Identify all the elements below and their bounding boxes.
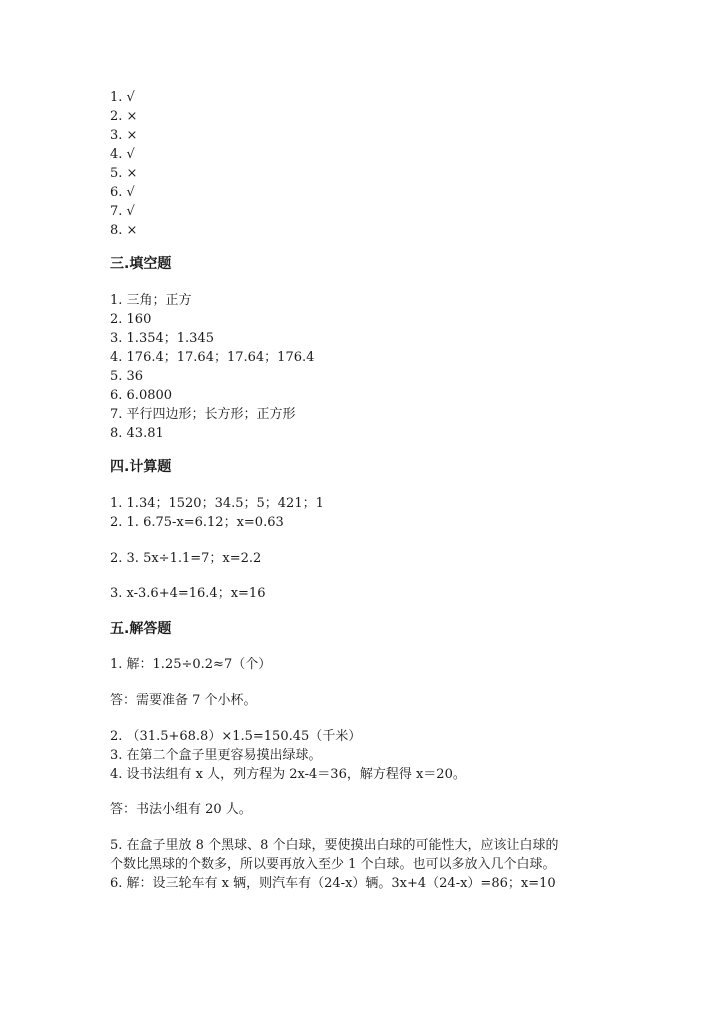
calculation-line-2: 2. 1. 6.75-x=6.12；x=0.63 (110, 515, 284, 530)
fill-blank-line-5: 5. 36 (110, 369, 144, 384)
fill-blank-line-2: 2. 160 (110, 312, 152, 327)
fill-blank-line-4: 4. 176.4；17.64；17.64；176.4 (110, 350, 315, 365)
word-problem-line-9: 6. 解：设三轮车有 x 辆，则汽车有（24-x）辆。3x+4（24-x）=86；x=10 (110, 876, 556, 891)
word-problem-line-1: 1. 解：1.25÷0.2≈7（个） (110, 657, 272, 672)
fill-blank-line-7: 7. 平行四边形；长方形；正方形 (110, 407, 296, 422)
calculation-line-4: 3. x-3.6+4=16.4；x=16 (110, 586, 266, 601)
judgment-answer-7: 7. √ (110, 204, 135, 219)
word-problem-line-2: 答：需要准备 7 个小杯。 (110, 693, 257, 708)
word-problem-line-8: 个数比黑球的个数多，所以要再放入至少 1 个白球。也可以多放入几个白球。 (110, 857, 556, 872)
judgment-answer-4: 4. √ (110, 147, 135, 162)
calculation-line-3: 2. 3. 5x÷1.1=7；x=2.2 (110, 551, 262, 566)
fill-blank-line-6: 6. 6.0800 (110, 388, 173, 403)
word-problem-line-6: 答：书法小组有 20 人。 (110, 802, 252, 817)
judgment-answer-3: 3. × (110, 128, 138, 143)
judgment-answer-2: 2. × (110, 109, 138, 124)
judgment-answer-5: 5. × (110, 166, 138, 181)
fill-blank-line-1: 1. 三角；正方 (110, 293, 192, 308)
judgment-answer-8: 8. × (110, 223, 138, 238)
section-heading-word-problems: 五.解答题 (110, 621, 172, 637)
word-problem-line-5: 4. 设书法组有 x 人，列方程为 2x-4＝36，解方程得 x＝20。 (110, 767, 466, 782)
word-problem-line-4: 3. 在第二个盒子里更容易摸出绿球。 (110, 748, 322, 763)
judgment-answer-6: 6. √ (110, 185, 135, 200)
fill-blank-line-8: 8. 43.81 (110, 426, 164, 441)
calculation-line-1: 1. 1.34；1520；34.5；5；421；1 (110, 496, 324, 511)
fill-blank-line-3: 3. 1.354；1.345 (110, 331, 214, 346)
section-heading-fill-blank: 三.填空题 (110, 256, 172, 272)
word-problem-line-7: 5. 在盒子里放 8 个黑球、8 个白球，要使摸出白球的可能性大，应该让白球的 (110, 838, 559, 853)
judgment-answer-1: 1. √ (110, 90, 135, 105)
section-heading-calculation: 四.计算题 (110, 459, 172, 475)
word-problem-line-3: 2. （31.5+68.8）×1.5=150.45（千米） (110, 729, 362, 744)
